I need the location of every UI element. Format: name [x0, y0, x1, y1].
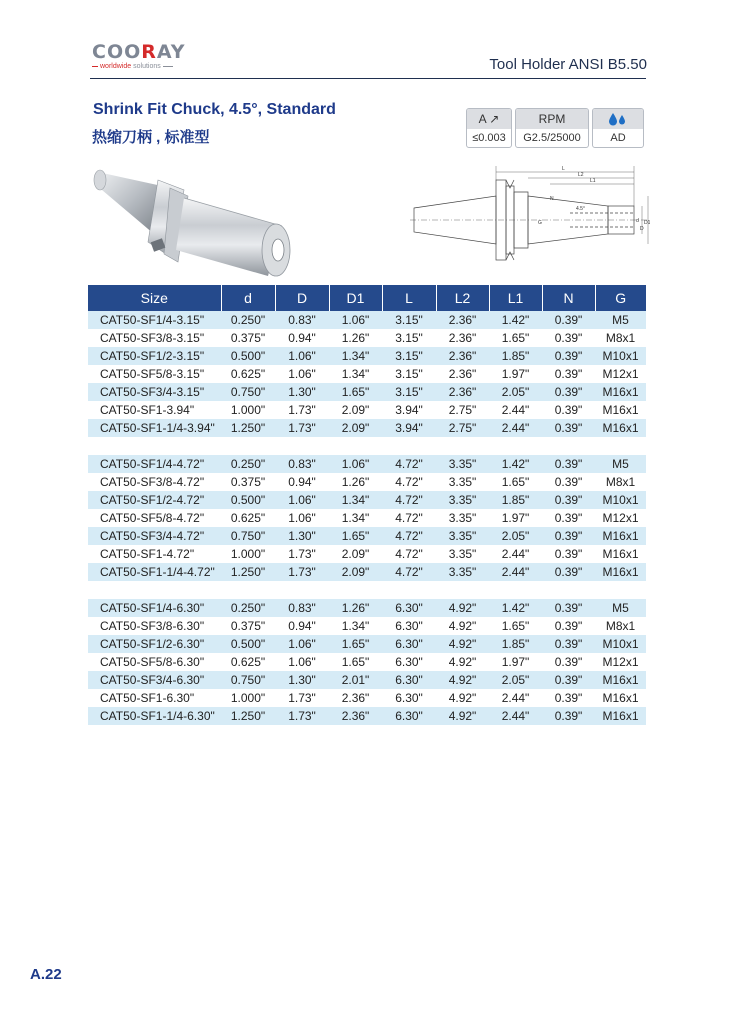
table-cell-l2: 3.35" — [436, 563, 489, 581]
table-cell-n: 0.39" — [554, 547, 583, 561]
table-cell-l: 3.15" — [395, 367, 423, 381]
table-cell-n: 0.39" — [542, 707, 595, 725]
document-title: Tool Holder ANSI B5.50 — [489, 56, 647, 73]
table-cell-l1: 2.44" — [489, 563, 542, 581]
table-cell-n: 0.39" — [542, 599, 595, 617]
accuracy-value: ≤0.003 — [472, 132, 506, 144]
table-cell-n: 0.39" — [554, 331, 583, 345]
table-cell-d: 1.73" — [275, 707, 329, 725]
table-cell-l2: 3.35" — [436, 491, 489, 509]
table-cell-l1: 1.85" — [489, 347, 542, 365]
table-cell-g: M10x1 — [595, 491, 646, 509]
table-cell-size: CAT50-SF1-1/4-4.72" — [88, 563, 221, 581]
table-cell-d: 0.750" — [221, 383, 275, 401]
table-cell-size: CAT50-SF1/2-3.15" — [88, 347, 221, 365]
table-cell-d: 1.06" — [288, 655, 316, 669]
table-cell-l2: 2.75" — [436, 419, 489, 437]
table-cell-size: CAT50-SF1/4-3.15" — [88, 311, 221, 329]
table-cell-d1: 2.09" — [341, 547, 370, 561]
table-cell-d1: 1.65" — [329, 383, 382, 401]
table-cell-d1: 1.34" — [341, 367, 370, 381]
table-cell-l2: 3.35" — [436, 527, 489, 545]
coolant-drops-icon — [593, 109, 643, 129]
table-cell-g: M12x1 — [602, 367, 639, 381]
table-cell-d: 0.83" — [275, 455, 329, 473]
table-cell-d: 0.375" — [230, 619, 266, 633]
table-cell-d1: 1.26" — [341, 331, 370, 345]
table-cell-n: 0.39" — [554, 655, 583, 669]
table-cell-l1: 2.05" — [489, 527, 542, 545]
table-cell-l1: 1.85" — [489, 635, 542, 653]
col-header-N: N — [542, 285, 595, 311]
dim-d: d — [636, 218, 639, 224]
dim-angle: 4.5° — [576, 206, 585, 212]
table-cell-n: 0.39" — [554, 475, 583, 489]
table-cell-l1: 1.85" — [489, 491, 542, 509]
table-cell-d: 0.625" — [230, 367, 266, 381]
table-cell-l2: 2.36" — [448, 367, 477, 381]
table-row — [88, 509, 646, 527]
spec-table — [88, 285, 646, 725]
table-cell-d: 1.30" — [275, 671, 329, 689]
col-header-d: d — [221, 285, 275, 311]
table-cell-l1: 2.05" — [489, 671, 542, 689]
table-cell-n: 0.39" — [542, 347, 595, 365]
accuracy-icon: A ↗ — [467, 109, 511, 129]
spacer-cell — [88, 581, 646, 599]
table-cell-n: 0.39" — [542, 383, 595, 401]
table-cell-l: 3.15" — [395, 331, 423, 345]
table-row — [88, 473, 646, 491]
table-cell-l: 4.72" — [382, 455, 436, 473]
rpm-value: G2.5/25000 — [523, 132, 581, 144]
product-title: Shrink Fit Chuck, 4.5°, Standard — [93, 101, 336, 118]
table-cell-l1: 2.44" — [489, 707, 542, 725]
table-cell-l2: 2.36" — [436, 311, 489, 329]
table-cell-d1: 1.65" — [341, 655, 370, 669]
table-cell-d: 0.250" — [221, 455, 275, 473]
col-header-L1: L1 — [489, 285, 542, 311]
dim-D1: D1 — [644, 220, 650, 226]
table-cell-l1: 1.65" — [501, 619, 530, 633]
table-cell-size: CAT50-SF1/4-4.72" — [88, 455, 221, 473]
table-cell-d: 1.73" — [288, 691, 316, 705]
table-cell-size: CAT50-SF5/8-6.30" — [100, 655, 205, 669]
dim-N: N — [550, 196, 554, 202]
table-cell-l1: 2.05" — [489, 383, 542, 401]
table-cell-d: 1.06" — [275, 347, 329, 365]
table-row — [88, 311, 646, 329]
dim-L: L — [562, 166, 565, 172]
table-cell-l: 4.72" — [395, 511, 423, 525]
table-body — [88, 311, 646, 725]
table-cell-size: CAT50-SF1-1/4-6.30" — [88, 707, 221, 725]
table-cell-l2: 4.92" — [448, 619, 477, 633]
table-cell-d: 0.83" — [275, 311, 329, 329]
table-cell-l2: 2.36" — [436, 347, 489, 365]
table-cell-n: 0.39" — [554, 367, 583, 381]
table-row — [88, 635, 646, 653]
table-cell-d: 1.250" — [221, 707, 275, 725]
table-cell-d1: 1.34" — [329, 347, 382, 365]
table-cell-g: M5 — [595, 311, 646, 329]
table-cell-d1: 1.65" — [329, 527, 382, 545]
table-cell-size: CAT50-SF3/4-4.72" — [88, 527, 221, 545]
table-cell-g: M12x1 — [602, 511, 639, 525]
table-cell-l2: 2.75" — [448, 403, 477, 417]
table-cell-l2: 3.35" — [448, 475, 477, 489]
table-cell-d1: 1.34" — [341, 619, 370, 633]
table-cell-d: 0.375" — [230, 475, 266, 489]
table-cell-d: 1.000" — [230, 403, 266, 417]
table-row — [88, 527, 646, 545]
table-cell-d1: 1.06" — [329, 455, 382, 473]
table-cell-l2: 2.36" — [436, 383, 489, 401]
table-cell-l1: 1.65" — [501, 331, 530, 345]
table-cell-n: 0.39" — [554, 403, 583, 417]
table-cell-size: CAT50-SF5/8-4.72" — [100, 511, 205, 525]
table-cell-d: 0.94" — [288, 331, 316, 345]
table-cell-g: M16x1 — [595, 563, 646, 581]
table-cell-d: 0.94" — [288, 619, 316, 633]
table-cell-l2: 4.92" — [448, 691, 477, 705]
table-cell-n: 0.39" — [542, 311, 595, 329]
table-cell-l: 6.30" — [382, 707, 436, 725]
table-cell-d1: 1.34" — [341, 511, 370, 525]
table-cell-d1: 1.26" — [329, 599, 382, 617]
table-cell-n: 0.39" — [542, 527, 595, 545]
table-cell-d1: 1.06" — [329, 311, 382, 329]
header-divider — [90, 78, 646, 79]
dim-G: G — [538, 220, 542, 226]
cooray-logo — [92, 42, 212, 72]
table-cell-l1: 2.44" — [501, 547, 530, 561]
logo-wordmark: COORAY — [92, 41, 186, 63]
table-cell-d1: 2.36" — [341, 691, 370, 705]
table-cell-size: CAT50-SF5/8-3.15" — [100, 367, 205, 381]
table-cell-l2: 4.92" — [436, 635, 489, 653]
table-cell-l2: 4.92" — [436, 671, 489, 689]
table-cell-g: M16x1 — [595, 383, 646, 401]
table-cell-l: 4.72" — [382, 491, 436, 509]
table-cell-size: CAT50-SF1/4-6.30" — [88, 599, 221, 617]
table-cell-g: M16x1 — [602, 547, 639, 561]
table-cell-n: 0.39" — [542, 455, 595, 473]
table-cell-l: 3.15" — [382, 311, 436, 329]
table-cell-d: 1.250" — [221, 419, 275, 437]
table-row — [88, 329, 646, 347]
table-cell-l2: 4.92" — [436, 599, 489, 617]
table-cell-d: 1.000" — [230, 547, 266, 561]
table-cell-d: 0.250" — [221, 311, 275, 329]
table-cell-l2: 3.35" — [448, 547, 477, 561]
coolant-value: AD — [610, 132, 626, 144]
table-cell-size: CAT50-SF1-3.94" — [100, 403, 195, 417]
table-row — [88, 689, 646, 707]
table-cell-d1: 2.01" — [329, 671, 382, 689]
table-cell-d: 1.30" — [275, 527, 329, 545]
table-cell-d: 0.94" — [288, 475, 316, 489]
table-cell-l2: 4.92" — [436, 707, 489, 725]
table-cell-size: CAT50-SF1-6.30" — [100, 691, 195, 705]
product-photo — [92, 150, 302, 280]
group-spacer — [88, 581, 646, 599]
table-cell-n: 0.39" — [554, 511, 583, 525]
table-cell-l1: 1.42" — [489, 311, 542, 329]
table-cell-size: CAT50-SF1-1/4-3.94" — [88, 419, 221, 437]
table-row — [88, 653, 646, 671]
table-cell-g: M8x1 — [605, 619, 636, 633]
table-cell-l: 4.72" — [395, 475, 423, 489]
table-cell-l1: 2.44" — [501, 403, 530, 417]
table-cell-l: 6.30" — [395, 691, 423, 705]
table-cell-g: M16x1 — [602, 403, 639, 417]
table-cell-g: M8x1 — [605, 475, 636, 489]
spacer-cell — [88, 437, 646, 455]
table-cell-g: M16x1 — [595, 419, 646, 437]
table-cell-n: 0.39" — [542, 491, 595, 509]
table-cell-d: 0.500" — [221, 347, 275, 365]
table-cell-d: 1.000" — [230, 691, 266, 705]
table-cell-g: M16x1 — [602, 691, 639, 705]
table-cell-l: 3.15" — [382, 347, 436, 365]
col-header-D1: D1 — [329, 285, 382, 311]
table-row — [88, 707, 646, 725]
table-cell-n: 0.39" — [542, 635, 595, 653]
table-cell-l1: 2.44" — [501, 691, 530, 705]
table-cell-size: CAT50-SF1-4.72" — [100, 547, 195, 561]
table-cell-d: 1.73" — [288, 547, 316, 561]
table-cell-d1: 2.36" — [329, 707, 382, 725]
table-cell-d: 1.73" — [275, 419, 329, 437]
table-cell-l: 3.94" — [382, 419, 436, 437]
table-cell-l1: 1.42" — [489, 599, 542, 617]
table-cell-n: 0.39" — [554, 619, 583, 633]
coolant-badge — [592, 108, 644, 148]
table-cell-d: 0.500" — [221, 491, 275, 509]
table-cell-size: CAT50-SF3/8-4.72" — [100, 475, 205, 489]
table-header-row — [88, 285, 646, 311]
table-cell-size: CAT50-SF1/2-6.30" — [88, 635, 221, 653]
table-cell-d: 1.06" — [275, 635, 329, 653]
accuracy-badge — [466, 108, 512, 148]
table-cell-d1: 2.09" — [329, 419, 382, 437]
dim-D: D — [640, 226, 644, 232]
table-cell-d: 0.500" — [221, 635, 275, 653]
table-cell-g: M5 — [595, 599, 646, 617]
table-cell-l: 6.30" — [382, 599, 436, 617]
table-row — [88, 401, 646, 419]
table-row — [88, 617, 646, 635]
table-cell-l: 4.72" — [382, 563, 436, 581]
table-cell-l2: 4.92" — [448, 655, 477, 669]
table-cell-l1: 1.97" — [501, 367, 530, 381]
table-cell-d: 1.30" — [275, 383, 329, 401]
col-header-L2: L2 — [436, 285, 489, 311]
table-cell-g: M8x1 — [605, 331, 636, 345]
table-cell-d: 0.83" — [275, 599, 329, 617]
table-cell-l: 3.94" — [395, 403, 423, 417]
table-row — [88, 365, 646, 383]
table-cell-l1: 1.65" — [501, 475, 530, 489]
table-cell-l2: 2.36" — [448, 331, 477, 345]
table-row — [88, 563, 646, 581]
table-cell-size: CAT50-SF3/4-3.15" — [88, 383, 221, 401]
dim-L1: L1 — [590, 178, 596, 184]
table-cell-g: M12x1 — [602, 655, 639, 669]
table-cell-d: 0.750" — [221, 671, 275, 689]
table-row — [88, 455, 646, 473]
table-cell-d1: 2.09" — [329, 563, 382, 581]
technical-drawing — [410, 158, 650, 278]
table-cell-n: 0.39" — [554, 691, 583, 705]
table-cell-l2: 3.35" — [436, 455, 489, 473]
table-cell-l: 4.72" — [395, 547, 423, 561]
col-header-D: D — [275, 285, 329, 311]
table-cell-g: M16x1 — [595, 707, 646, 725]
table-cell-l: 6.30" — [382, 635, 436, 653]
table-cell-size: CAT50-SF3/8-3.15" — [100, 331, 205, 345]
table-cell-d1: 1.34" — [329, 491, 382, 509]
table-cell-n: 0.39" — [542, 671, 595, 689]
table-cell-d: 0.375" — [230, 331, 266, 345]
table-row — [88, 491, 646, 509]
table-cell-l: 6.30" — [395, 655, 423, 669]
table-cell-g: M16x1 — [595, 671, 646, 689]
spec-badges — [466, 108, 644, 148]
table-cell-d: 0.750" — [221, 527, 275, 545]
table-cell-l: 4.72" — [382, 527, 436, 545]
table-cell-l1: 1.97" — [501, 655, 530, 669]
table-cell-g: M10x1 — [595, 635, 646, 653]
table-cell-d: 1.06" — [275, 491, 329, 509]
product-subtitle-cn: 热缩刀柄 , 标准型 — [92, 129, 210, 146]
rpm-label: RPM — [516, 109, 588, 129]
table-cell-size: CAT50-SF3/4-6.30" — [88, 671, 221, 689]
table-cell-g: M16x1 — [595, 527, 646, 545]
table-cell-d1: 1.26" — [341, 475, 370, 489]
table-cell-d: 1.06" — [288, 511, 316, 525]
table-cell-n: 0.39" — [542, 419, 595, 437]
dim-L2: L2 — [578, 172, 584, 178]
table-row — [88, 545, 646, 563]
table-cell-d: 1.250" — [221, 563, 275, 581]
table-cell-size: CAT50-SF3/8-6.30" — [100, 619, 205, 633]
table-cell-d1: 1.65" — [329, 635, 382, 653]
table-cell-n: 0.39" — [542, 563, 595, 581]
col-header-L: L — [382, 285, 436, 311]
table-cell-l1: 1.42" — [489, 455, 542, 473]
table-row — [88, 599, 646, 617]
table-cell-d: 0.625" — [230, 511, 266, 525]
table-cell-d: 1.73" — [288, 403, 316, 417]
group-spacer — [88, 437, 646, 455]
table-cell-d: 0.250" — [221, 599, 275, 617]
table-cell-d: 1.73" — [275, 563, 329, 581]
logo-tagline: worldwide solutions — [92, 63, 212, 70]
table-cell-d: 0.625" — [230, 655, 266, 669]
table-cell-l: 6.30" — [382, 671, 436, 689]
table-cell-l: 3.15" — [382, 383, 436, 401]
col-header-size: Size — [88, 285, 221, 311]
table-cell-size: CAT50-SF1/2-4.72" — [88, 491, 221, 509]
table-row — [88, 383, 646, 401]
table-cell-d1: 2.09" — [341, 403, 370, 417]
table-row — [88, 671, 646, 689]
table-cell-g: M5 — [595, 455, 646, 473]
col-header-G: G — [595, 285, 646, 311]
rpm-badge — [515, 108, 589, 148]
page-number: A.22 — [30, 966, 62, 983]
table-cell-l1: 1.97" — [501, 511, 530, 525]
table-cell-l2: 3.35" — [448, 511, 477, 525]
table-cell-d: 1.06" — [288, 367, 316, 381]
table-cell-l1: 2.44" — [489, 419, 542, 437]
table-cell-l: 6.30" — [395, 619, 423, 633]
table-cell-g: M10x1 — [595, 347, 646, 365]
table-row — [88, 347, 646, 365]
table-row — [88, 419, 646, 437]
